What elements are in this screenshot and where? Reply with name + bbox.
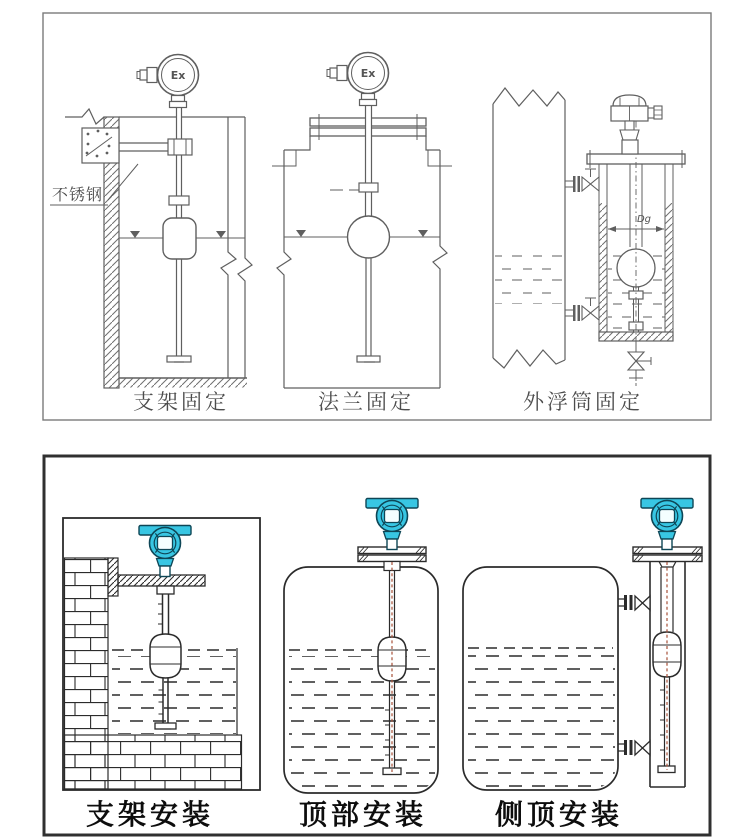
caption-flange-fixing: 法兰固定	[318, 390, 414, 414]
caption-side-top-installation: 侧顶安装	[494, 798, 624, 831]
tank-liquid	[289, 650, 435, 788]
caption-external-chamber-fixing: 外浮筒固定	[523, 390, 643, 414]
caption-bracket-fixing: 支架固定	[133, 390, 229, 414]
ex-marking: Ex	[360, 67, 376, 80]
top-panel	[43, 13, 711, 420]
caption-bracket-installation: 支架安装	[85, 798, 215, 831]
tank-liquid	[495, 252, 563, 304]
stainless-steel-label: 不锈钢	[52, 185, 104, 204]
float-icon	[617, 249, 655, 287]
float-icon	[348, 216, 390, 258]
ex-marking: Ex	[170, 69, 186, 82]
float-icon	[150, 634, 181, 678]
tank-liquid	[468, 648, 615, 788]
bottom-panel	[44, 456, 710, 835]
diameter-label: Dg	[636, 214, 652, 225]
float-icon	[163, 218, 196, 259]
caption-top-installation: 顶部安装	[298, 798, 428, 831]
